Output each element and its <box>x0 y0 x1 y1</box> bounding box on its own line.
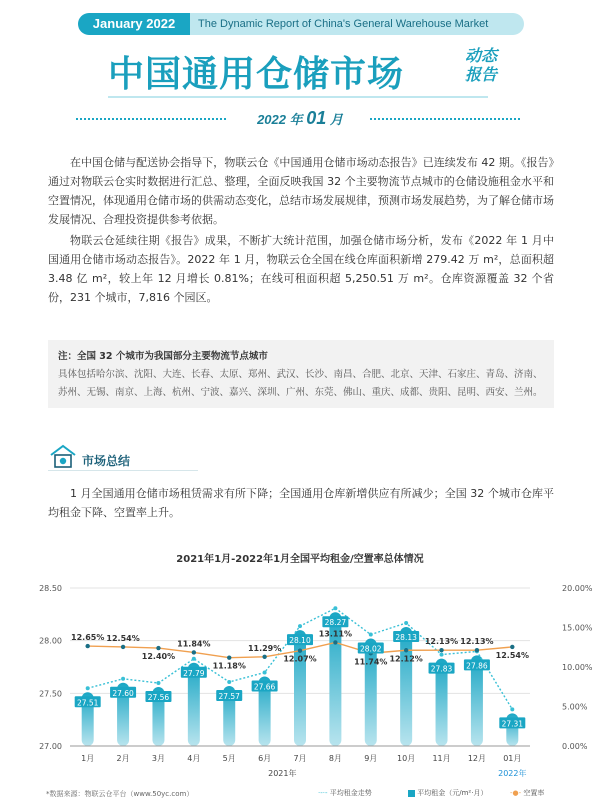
vacancy-rate-label: 11.74% <box>354 657 388 667</box>
legend-vacancy-swatch: -●- <box>510 789 522 797</box>
report-title: 中国通用仓储市场 <box>108 54 405 95</box>
year-label-2021: 2021年 <box>268 769 297 778</box>
month-label: January 2022 <box>78 13 190 35</box>
note-title: 注：全国 32 个城市为我国部分主要物流节点城市 <box>58 351 268 362</box>
badge-line-1: 动态 <box>464 46 497 65</box>
rent-bar <box>294 630 306 746</box>
x-tick-label: 12月 <box>467 754 487 763</box>
rent-trend-point <box>121 677 125 681</box>
rent-trend-point <box>156 681 160 685</box>
rent-trend-point <box>333 606 337 610</box>
vacancy-point <box>298 648 302 652</box>
y-right-tick-label: 5.00% <box>562 702 588 712</box>
x-tick-label: 8月 <box>328 754 342 763</box>
rent-trend-point <box>510 707 514 711</box>
rent-trend-point <box>192 657 196 661</box>
rent-value-label: 28.10 <box>289 636 311 646</box>
issue-suffix: 月 <box>329 112 343 127</box>
issue-month: 01 <box>306 108 327 128</box>
vacancy-rate-label: 11.84% <box>177 639 211 649</box>
vacancy-point <box>475 648 479 652</box>
vacancy-rate-label: 12.13% <box>460 637 494 647</box>
data-source: *数据来源：物联云仓平台（www.50yc.com） <box>46 790 194 798</box>
warehouse-icon <box>48 442 78 472</box>
vacancy-rate-label: 11.18% <box>212 661 246 671</box>
rent-trend-point <box>227 680 231 684</box>
section-divider <box>48 470 198 471</box>
vacancy-point <box>121 645 125 649</box>
x-tick-label: 4月 <box>187 754 201 763</box>
x-tick-label: 7月 <box>293 754 307 763</box>
x-tick-label: 6月 <box>258 754 272 763</box>
vacancy-point <box>85 644 89 648</box>
vacancy-rate-label: 12.54% <box>106 633 140 643</box>
legend-rent-trend <box>318 788 372 798</box>
rent-value-label: 27.60 <box>112 688 134 698</box>
vacancy-point <box>156 646 160 650</box>
rent-value-label: 27.83 <box>430 664 453 674</box>
vacancy-point <box>404 648 408 652</box>
vacancy-rate-label: 11.29% <box>247 643 282 653</box>
x-tick-label: 11月 <box>432 754 451 763</box>
year-label-2022: 2022年 <box>498 769 527 778</box>
y-right-tick-label: 15.00% <box>562 623 593 633</box>
rent-value-label: 27.86 <box>466 661 488 671</box>
note-body: 具体包括哈尔滨、沈阳、大连、长春、太原、郑州、武汉、长沙、南昌、合肥、北京、天津、石家庄、青岛、济南、苏州、无锡、南京、上海、杭州、宁波、嘉兴、深圳、广州、东莞、佛山、重庆、成都、贵阳、昆明、西安、兰州。 <box>58 369 543 398</box>
english-subtitle: The Dynamic Report of China's General Warehouse Market <box>190 13 524 35</box>
badge-line-2: 报告 <box>464 65 497 84</box>
y-right-tick-label: 10.00% <box>562 663 593 672</box>
legend-rent-trend-swatch: ·-·- <box>318 789 328 797</box>
x-tick-label: 01月 <box>503 754 522 763</box>
rent-value-label: 28.13 <box>395 632 417 642</box>
rent-value-label: 27.31 <box>501 719 524 729</box>
rent-trend-point <box>404 621 408 625</box>
y-left-tick-label: 27.50 <box>39 689 62 699</box>
vacancy-rate-label: 13.11% <box>318 629 353 639</box>
section-title: 市场总结 <box>82 454 131 468</box>
intro-text <box>48 153 554 307</box>
rent-trend-point <box>298 624 302 628</box>
chart-title: 2021年1月-2022年1月全国平均租金/空置率总体情况 <box>176 554 424 565</box>
vacancy-point <box>439 648 443 652</box>
vacancy-point <box>192 650 196 654</box>
x-tick-label: 9月 <box>364 754 378 763</box>
vacancy-point <box>227 655 231 659</box>
vacancy-rate-label: 12.54% <box>495 650 529 660</box>
rent-value-label: 27.79 <box>183 668 205 678</box>
vacancy-point <box>333 640 337 644</box>
city-note <box>48 340 554 408</box>
intro-paragraph-1: 在中国仓储与配送协会指导下，物联云仓《中国通用仓储市场动态报告》已连续发布 42 期。《报告》通过对物联云仓实时数据进行汇总、整理，全面反映我国 32 个主要物流节点城市的仓储设施租金水平和空置情况，体现通用仓储市场的供需动态变化，总结市场发展规律，预测市场发展趋势，为了解仓储市场发展情况、合理投资提供参考依据。 <box>48 156 554 226</box>
legend-rent <box>408 788 487 798</box>
issue-year: 2022 年 <box>257 112 303 127</box>
rent-value-label: 27.66 <box>253 682 276 692</box>
vacancy-rate-label: 12.07% <box>283 654 317 664</box>
vacancy-point <box>262 655 266 659</box>
intro-paragraph-2: 物联云仓延续往期《报告》成果，不断扩大统计范围，加强仓储市场分析，发布《2022 年 1 月中国通用仓储市场动态报告》。2022 年 1 月，物联云仓全国在线仓库面积新增 279.42 万 m²，总面积超 3.48 亿 m²，较上年 12 月增长 0.81%；在线可租面积超 5,250.51 万 m²。仓库资源覆盖 32 个省份，231 个城市，7,816 个园区。 <box>48 234 554 304</box>
rent-value-label: 27.57 <box>218 691 240 701</box>
vacancy-rate-label: 12.12% <box>389 654 423 664</box>
vacancy-rate-label: 12.13% <box>424 637 459 647</box>
legend-vacancy-label: 空置率 <box>523 789 545 797</box>
x-tick-label: 10月 <box>397 754 416 763</box>
x-tick-label: 3月 <box>151 754 166 763</box>
summary-paragraph: 1 月全国通用仓储市场租赁需求有所下降；全国通用仓库新增供应有所减少；全国 32 个城市仓库平均租金下降、空置率上升。 <box>48 487 554 519</box>
legend-rent-swatch <box>408 790 415 797</box>
title-divider <box>108 96 488 98</box>
rent-value-label: 27.51 <box>76 698 99 708</box>
y-left-tick-label: 28.00 <box>39 636 62 646</box>
rent-trend-point <box>369 633 373 637</box>
x-tick-label: 2月 <box>116 754 130 763</box>
report-badge <box>456 46 506 84</box>
legend-vacancy <box>510 788 544 798</box>
x-tick-label: 5月 <box>222 754 236 763</box>
rent-vacancy-chart <box>0 568 600 800</box>
legend-rent-trend-label: 平均租金走势 <box>329 789 372 797</box>
rent-trend-point <box>440 653 444 657</box>
vacancy-rate-label: 12.65% <box>71 633 105 643</box>
summary-text <box>48 484 554 522</box>
issue-date <box>0 108 600 128</box>
rent-value-label: 28.02 <box>360 644 382 654</box>
rent-value-label: 28.27 <box>324 618 347 628</box>
vacancy-rate-label: 12.40% <box>141 652 176 662</box>
report-header <box>0 0 600 140</box>
y-left-tick-label: 28.50 <box>39 584 62 593</box>
rent-bar <box>400 627 412 746</box>
y-right-tick-label: 20.00% <box>562 584 593 593</box>
x-tick-label: 1月 <box>81 754 95 763</box>
rent-trend-point <box>86 686 90 690</box>
y-right-tick-label: 0.00% <box>562 742 588 751</box>
vacancy-point <box>510 645 514 649</box>
legend-rent-label: 平均租金（元/m²·月） <box>417 789 488 797</box>
rent-trend-point <box>263 670 267 674</box>
y-left-tick-label: 27.00 <box>39 742 62 751</box>
rent-value-label: 27.56 <box>147 693 170 703</box>
